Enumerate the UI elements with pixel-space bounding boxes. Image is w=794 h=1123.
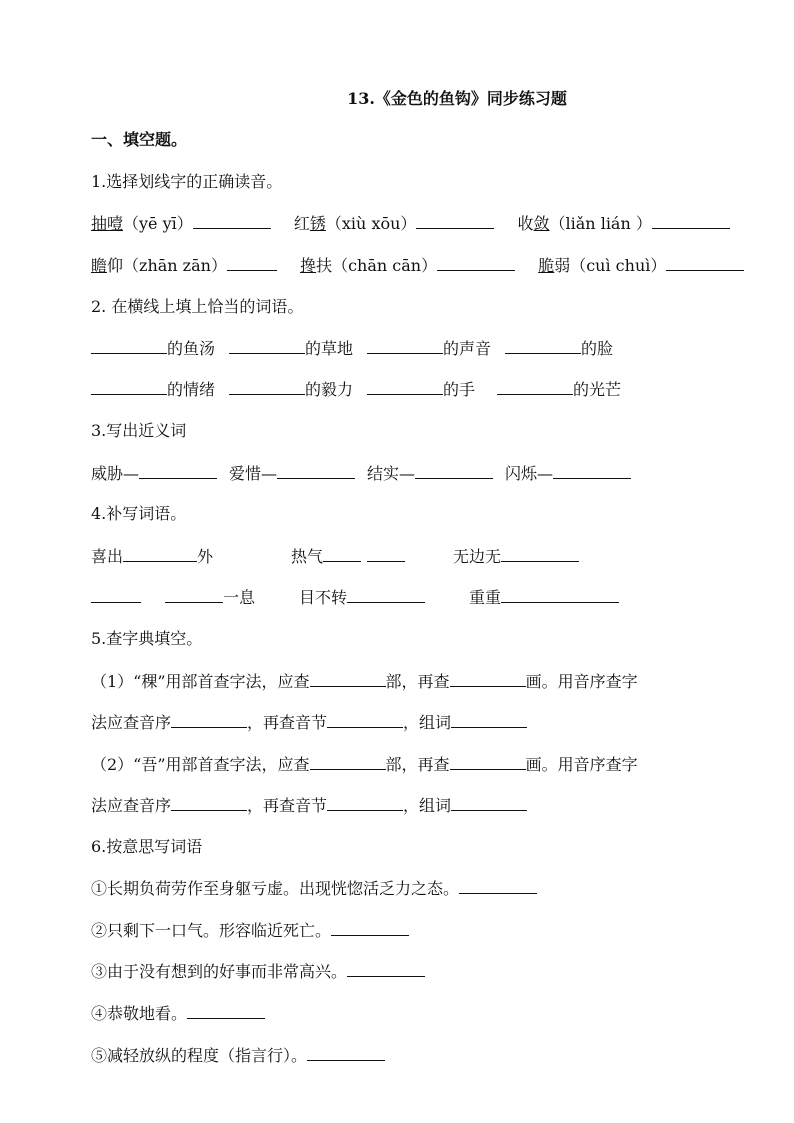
q2-row1: 的鱼汤 的草地 的声音 的脸 xyxy=(91,337,613,360)
q1-row1 xyxy=(91,212,730,235)
q1-item: 脆弱（cuì chuì） xyxy=(538,254,744,277)
answer-blank[interactable] xyxy=(501,586,619,603)
answer-blank[interactable] xyxy=(187,1002,265,1019)
q5-p1-line1: （1）“稞”用部首查字法，应查 部，再查 画。用音序查字 xyxy=(91,672,638,691)
answer-blank[interactable] xyxy=(459,877,537,894)
q4-prompt: 4.补写词语。 xyxy=(91,504,187,523)
q1-row2 xyxy=(91,254,744,277)
answer-blank[interactable] xyxy=(277,462,355,479)
answer-blank[interactable] xyxy=(91,586,141,603)
q5-p2-line2: 法应查音序 ，再查音节 ，组词 xyxy=(91,794,527,817)
answer-blank[interactable] xyxy=(367,337,443,354)
answer-blank[interactable] xyxy=(367,545,405,562)
page-title: 13.《金色的鱼钩》同步练习题 xyxy=(347,89,567,108)
q5-p2-line1: （2）“吾”用部首查字法，应查 部，再查 画。用音序查字 xyxy=(91,755,638,774)
q2-prompt: 2. 在横线上填上恰当的词语。 xyxy=(91,297,304,316)
answer-blank[interactable] xyxy=(367,378,443,395)
q4-row1: 喜出 外 热气 无边无 xyxy=(91,545,579,568)
answer-blank[interactable] xyxy=(323,545,361,562)
q6-prompt: 6.按意思写词语 xyxy=(91,837,203,856)
answer-blank[interactable] xyxy=(327,711,403,728)
q5-p1-line2: 法应查音序 ，再查音节 ，组词 xyxy=(91,711,527,734)
q1-item: 瞻仰（zhān zān） xyxy=(91,254,277,277)
answer-blank[interactable] xyxy=(307,1044,385,1061)
answer-blank[interactable] xyxy=(310,670,386,687)
q1-prompt: 1.选择划线字的正确读音。 xyxy=(91,172,283,191)
q3-row: 威胁— 爱惜— 结实— 闪烁— xyxy=(91,462,631,485)
q6-item: ②只剩下一口气。形容临近死亡。 xyxy=(91,919,409,942)
answer-blank[interactable] xyxy=(229,378,305,395)
answer-blank[interactable] xyxy=(193,212,271,229)
answer-blank[interactable] xyxy=(227,254,277,271)
answer-blank[interactable] xyxy=(415,462,493,479)
q4-row2: 一息 目不转 重重 xyxy=(91,586,619,609)
q1-item: 收敛（liǎn lián ） xyxy=(518,212,730,235)
answer-blank[interactable] xyxy=(652,212,730,229)
answer-blank[interactable] xyxy=(666,254,744,271)
answer-blank[interactable] xyxy=(497,378,573,395)
answer-blank[interactable] xyxy=(553,462,631,479)
answer-blank[interactable] xyxy=(171,711,247,728)
q6-item: ③由于没有想到的好事而非常高兴。 xyxy=(91,960,425,983)
answer-blank[interactable] xyxy=(451,711,527,728)
answer-blank[interactable] xyxy=(91,337,167,354)
q2-row2: 的情绪 的毅力 的手 的光芒 xyxy=(91,378,621,401)
answer-blank[interactable] xyxy=(416,212,494,229)
q6-item: ⑤减轻放纵的程度（指言行）。 xyxy=(91,1044,385,1067)
q6-item: ①长期负荷劳作至身躯亏虚。出现恍惚活乏力之态。 xyxy=(91,877,537,900)
answer-blank[interactable] xyxy=(347,586,425,603)
answer-blank[interactable] xyxy=(505,337,581,354)
answer-blank[interactable] xyxy=(139,462,217,479)
answer-blank[interactable] xyxy=(123,545,197,562)
answer-blank[interactable] xyxy=(501,545,579,562)
answer-blank[interactable] xyxy=(450,670,526,687)
answer-blank[interactable] xyxy=(229,337,305,354)
answer-blank[interactable] xyxy=(327,794,403,811)
answer-blank[interactable] xyxy=(451,794,527,811)
answer-blank[interactable] xyxy=(437,254,515,271)
answer-blank[interactable] xyxy=(165,586,223,603)
section-heading: 一、填空题。 xyxy=(91,130,188,149)
answer-blank[interactable] xyxy=(347,960,425,977)
answer-blank[interactable] xyxy=(331,919,409,936)
q5-prompt: 5.查字典填空。 xyxy=(91,629,203,648)
q3-prompt: 3.写出近义词 xyxy=(91,421,187,440)
answer-blank[interactable] xyxy=(310,753,386,770)
q1-item: 抽噎（yē yī） xyxy=(91,212,271,235)
q6-item: ④恭敬地看。 xyxy=(91,1002,265,1025)
answer-blank[interactable] xyxy=(450,753,526,770)
q1-item: 红锈（xiù xōu） xyxy=(294,212,495,235)
q1-item: 搀扶（chān cān） xyxy=(300,254,515,277)
answer-blank[interactable] xyxy=(171,794,247,811)
answer-blank[interactable] xyxy=(91,378,167,395)
